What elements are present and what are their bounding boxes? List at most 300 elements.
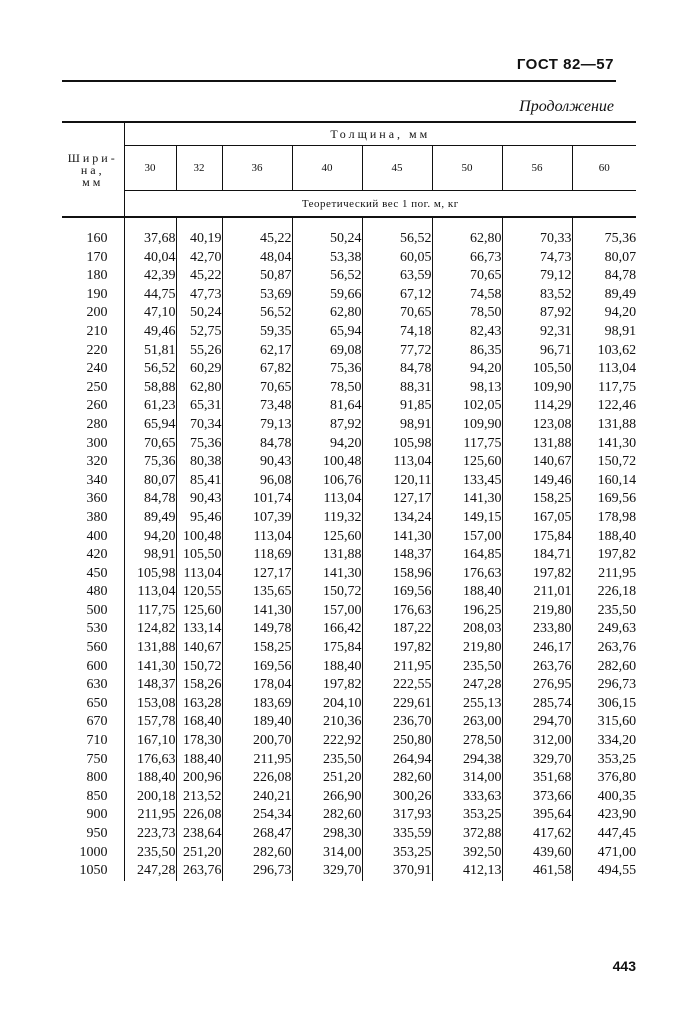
weight-cell: 75,36 (176, 435, 222, 454)
weight-cell: 175,84 (292, 639, 362, 658)
weight-cell: 105,98 (124, 565, 176, 584)
weight-cell: 62,80 (292, 304, 362, 323)
weight-cell: 70,65 (432, 267, 502, 286)
weight-cell: 395,64 (502, 806, 572, 825)
weight-cell: 83,52 (502, 286, 572, 305)
width-cell: 450 (86, 565, 108, 581)
weight-cell: 80,07 (124, 472, 176, 491)
table-row (62, 844, 636, 863)
weight-cell: 127,17 (222, 565, 292, 584)
weight-cell: 263,76 (502, 658, 572, 677)
weight-cell: 157,78 (124, 713, 176, 732)
weight-cell: 175,84 (502, 528, 572, 547)
weight-cell: 197,82 (292, 676, 362, 695)
weight-cell: 69,08 (292, 342, 362, 361)
weight-cell: 282,60 (292, 806, 362, 825)
table-row (62, 323, 636, 342)
weight-cell: 48,04 (222, 249, 292, 268)
weight-cell: 47,73 (176, 286, 222, 305)
weight-cell: 42,70 (176, 249, 222, 268)
weight-cell: 40,19 (176, 217, 222, 249)
weight-cell: 107,39 (222, 509, 292, 528)
continuation-label: Продолжение (519, 98, 614, 115)
weight-cell: 333,63 (432, 788, 502, 807)
weight-cell: 222,55 (362, 676, 432, 695)
weight-cell: 84,78 (572, 267, 636, 286)
weight-cell: 233,80 (502, 620, 572, 639)
width-cell: 420 (86, 547, 108, 563)
weight-cell: 200,18 (124, 788, 176, 807)
weight-cell: 148,37 (362, 546, 432, 565)
weight-cell: 178,30 (176, 732, 222, 751)
weight-cell: 188,40 (176, 751, 222, 770)
weight-cell: 90,43 (222, 453, 292, 472)
weight-cell: 211,01 (502, 583, 572, 602)
weight-cell: 131,88 (124, 639, 176, 658)
weight-cell: 417,62 (502, 825, 572, 844)
weight-cell: 44,75 (124, 286, 176, 305)
weight-cell: 157,00 (432, 528, 502, 547)
weight-cell: 149,46 (502, 472, 572, 491)
weight-cell: 63,59 (362, 267, 432, 286)
weight-cell: 168,40 (176, 713, 222, 732)
weight-cell: 98,91 (124, 546, 176, 565)
weight-cell: 82,43 (432, 323, 502, 342)
width-cell: 250 (86, 379, 108, 395)
weight-cell: 123,08 (502, 416, 572, 435)
weight-cell: 282,60 (222, 844, 292, 863)
weight-cell: 278,50 (432, 732, 502, 751)
weight-cell: 282,60 (572, 658, 636, 677)
weight-cell: 131,88 (292, 546, 362, 565)
weight-cell: 183,69 (222, 695, 292, 714)
weight-cell: 127,17 (362, 490, 432, 509)
weight-cell: 75,36 (572, 217, 636, 249)
weight-cell: 77,72 (362, 342, 432, 361)
width-cell: 210 (86, 323, 108, 339)
weight-cell: 400,35 (572, 788, 636, 807)
weight-cell: 84,78 (362, 360, 432, 379)
width-header: Шири- на, мм (67, 150, 118, 189)
weight-cell: 90,43 (176, 490, 222, 509)
weight-cell: 53,38 (292, 249, 362, 268)
weight-cell: 118,69 (222, 546, 292, 565)
width-cell: 240 (86, 361, 108, 377)
weight-cell: 117,75 (432, 435, 502, 454)
width-cell: 190 (86, 286, 108, 302)
weight-cell: 56,52 (362, 217, 432, 249)
weight-cell: 74,58 (432, 286, 502, 305)
weight-cell: 312,00 (502, 732, 572, 751)
weight-cell: 141,30 (222, 602, 292, 621)
width-cell: 950 (86, 826, 108, 841)
weight-cell: 250,80 (362, 732, 432, 751)
weight-cell: 70,65 (222, 379, 292, 398)
weight-cell: 447,45 (572, 825, 636, 844)
weight-cell: 141,30 (432, 490, 502, 509)
weight-cell: 94,20 (572, 304, 636, 323)
weight-cell: 105,50 (502, 360, 572, 379)
table-row (62, 528, 636, 547)
weight-cell: 163,28 (176, 695, 222, 714)
document-code: ГОСТ 82—57 (516, 56, 614, 73)
weight-cell: 87,92 (502, 304, 572, 323)
weight-cell: 117,75 (572, 379, 636, 398)
weight-cell: 263,00 (432, 713, 502, 732)
weight-cell: 51,81 (124, 342, 176, 361)
weight-cell: 80,07 (572, 249, 636, 268)
width-cell: 480 (86, 584, 108, 600)
weight-cell: 188,40 (124, 769, 176, 788)
table-row (62, 304, 636, 323)
weight-cell: 298,30 (292, 825, 362, 844)
weight-cell: 56,52 (222, 304, 292, 323)
weight-cell: 294,70 (502, 713, 572, 732)
weight-cell: 131,88 (502, 435, 572, 454)
width-cell: 650 (86, 695, 108, 711)
table-row (62, 490, 636, 509)
weight-cell: 229,61 (362, 695, 432, 714)
weight-cell: 40,04 (124, 249, 176, 268)
weight-cell: 461,58 (502, 862, 572, 881)
weight-cell: 141,30 (292, 565, 362, 584)
weight-cell: 254,34 (222, 806, 292, 825)
weight-cell: 58,88 (124, 379, 176, 398)
weight-cell: 45,22 (222, 217, 292, 249)
weight-cell: 70,65 (362, 304, 432, 323)
weight-cell: 102,05 (432, 397, 502, 416)
table-row (62, 249, 636, 268)
weight-cell: 353,25 (432, 806, 502, 825)
weight-cell: 188,40 (292, 658, 362, 677)
table-row (62, 695, 636, 714)
weight-cell: 211,95 (124, 806, 176, 825)
weight-cell: 125,60 (432, 453, 502, 472)
weight-cell: 117,75 (124, 602, 176, 621)
weight-cell: 62,80 (176, 379, 222, 398)
weight-cell: 149,78 (222, 620, 292, 639)
weight-cell: 150,72 (572, 453, 636, 472)
weight-cell: 74,73 (502, 249, 572, 268)
weight-cell: 60,05 (362, 249, 432, 268)
weight-cell: 67,82 (222, 360, 292, 379)
weight-cell: 204,10 (292, 695, 362, 714)
weight-cell: 351,68 (502, 769, 572, 788)
weight-cell: 84,78 (124, 490, 176, 509)
table-row (62, 769, 636, 788)
weight-cell: 329,70 (292, 862, 362, 881)
weight-cell: 189,40 (222, 713, 292, 732)
weight-cell: 60,29 (176, 360, 222, 379)
weight-cell: 91,85 (362, 397, 432, 416)
weight-cell: 372,88 (432, 825, 502, 844)
weight-cell: 98,13 (432, 379, 502, 398)
width-cell: 220 (86, 342, 108, 358)
weight-cell: 94,20 (292, 435, 362, 454)
weight-cell: 176,63 (432, 565, 502, 584)
weight-cell: 87,92 (292, 416, 362, 435)
weight-cell: 197,82 (572, 546, 636, 565)
weight-cell: 197,82 (502, 565, 572, 584)
weight-cell: 65,94 (124, 416, 176, 435)
weight-cell: 67,12 (362, 286, 432, 305)
weight-cell: 134,24 (362, 509, 432, 528)
table-row (62, 825, 636, 844)
thickness-56: 56 (502, 146, 572, 191)
weight-cell: 56,52 (124, 360, 176, 379)
weight-cell: 306,15 (572, 695, 636, 714)
weight-cell: 247,28 (124, 862, 176, 881)
width-cell: 850 (86, 788, 108, 804)
width-cell: 600 (86, 658, 108, 674)
weight-cell: 176,63 (362, 602, 432, 621)
weight-header: Теоретический вес 1 пог. м, кг (124, 191, 636, 218)
table-row (62, 658, 636, 677)
weight-cell: 439,60 (502, 844, 572, 863)
weight-cell: 79,13 (222, 416, 292, 435)
table-row (62, 379, 636, 398)
weight-cell: 235,50 (292, 751, 362, 770)
weight-cell: 166,42 (292, 620, 362, 639)
weight-cell: 49,46 (124, 323, 176, 342)
weight-cell: 211,95 (222, 751, 292, 770)
weight-cell: 329,70 (502, 751, 572, 770)
table-row (62, 435, 636, 454)
weight-cell: 276,95 (502, 676, 572, 695)
width-cell: 170 (86, 249, 108, 265)
weight-cell: 494,55 (572, 862, 636, 881)
weight-cell: 188,40 (572, 528, 636, 547)
width-cell: 670 (86, 714, 108, 730)
table-header (62, 122, 636, 217)
weight-cell: 167,05 (502, 509, 572, 528)
weight-cell: 84,78 (222, 435, 292, 454)
weight-cell: 37,68 (124, 217, 176, 249)
weight-cell: 296,73 (572, 676, 636, 695)
weight-cell: 55,26 (176, 342, 222, 361)
weight-cell: 86,35 (432, 342, 502, 361)
weight-cell: 392,50 (432, 844, 502, 863)
weight-cell: 50,24 (176, 304, 222, 323)
width-cell: 300 (86, 435, 108, 451)
weight-cell: 131,88 (572, 416, 636, 435)
thickness-36: 36 (222, 146, 292, 191)
weight-cell: 98,91 (362, 416, 432, 435)
weight-cell: 317,93 (362, 806, 432, 825)
weight-cell: 222,92 (292, 732, 362, 751)
weight-cell: 226,18 (572, 583, 636, 602)
table-row (62, 472, 636, 491)
weight-cell: 113,04 (292, 490, 362, 509)
table-row (62, 639, 636, 658)
weight-cell: 106,76 (292, 472, 362, 491)
weight-cell: 263,76 (572, 639, 636, 658)
weight-cell: 246,17 (502, 639, 572, 658)
width-cell: 630 (86, 677, 108, 693)
weight-cell: 226,08 (222, 769, 292, 788)
weight-cell: 50,24 (292, 217, 362, 249)
weight-cell: 78,50 (292, 379, 362, 398)
table-row (62, 509, 636, 528)
weight-cell: 98,91 (572, 323, 636, 342)
table-row (62, 788, 636, 807)
weight-cell: 65,31 (176, 397, 222, 416)
weight-cell: 120,55 (176, 583, 222, 602)
thickness-60: 60 (572, 146, 636, 191)
weight-cell: 42,39 (124, 267, 176, 286)
weight-cell: 249,63 (572, 620, 636, 639)
width-cell: 320 (86, 454, 108, 470)
weight-cell: 119,32 (292, 509, 362, 528)
weight-cell: 105,50 (176, 546, 222, 565)
width-cell: 560 (86, 640, 108, 656)
table-row (62, 565, 636, 584)
width-cell: 530 (86, 621, 108, 637)
weight-cell: 140,67 (176, 639, 222, 658)
weight-cell: 211,95 (362, 658, 432, 677)
weight-cell: 113,04 (362, 453, 432, 472)
width-cell: 200 (86, 305, 108, 321)
width-cell: 500 (86, 602, 108, 618)
weight-cell: 56,52 (292, 267, 362, 286)
weight-cell: 95,46 (176, 509, 222, 528)
weight-cell: 45,22 (176, 267, 222, 286)
table-row (62, 416, 636, 435)
weight-cell: 96,08 (222, 472, 292, 491)
weight-cell: 238,64 (176, 825, 222, 844)
weight-cell: 314,00 (432, 769, 502, 788)
weight-cell: 148,37 (124, 676, 176, 695)
weight-cell: 114,29 (502, 397, 572, 416)
weight-cell: 62,80 (432, 217, 502, 249)
weight-cell: 59,35 (222, 323, 292, 342)
weight-cell: 210,36 (292, 713, 362, 732)
table-row (62, 732, 636, 751)
thickness-32: 32 (176, 146, 222, 191)
weight-cell: 376,80 (572, 769, 636, 788)
weight-cell: 235,50 (124, 844, 176, 863)
weight-cell: 62,17 (222, 342, 292, 361)
width-cell: 1000 (79, 844, 108, 860)
table-row (62, 620, 636, 639)
weight-cell: 213,52 (176, 788, 222, 807)
weight-cell: 141,30 (362, 528, 432, 547)
weight-cell: 158,25 (222, 639, 292, 658)
weight-cell: 263,76 (176, 862, 222, 881)
weight-cell: 100,48 (292, 453, 362, 472)
weight-cell: 47,10 (124, 304, 176, 323)
table-row (62, 713, 636, 732)
weight-cell: 235,50 (432, 658, 502, 677)
weight-cell: 50,87 (222, 267, 292, 286)
width-cell: 160 (86, 231, 108, 246)
thickness-40: 40 (292, 146, 362, 191)
weight-cell: 52,75 (176, 323, 222, 342)
table-row (62, 862, 636, 881)
weight-cell: 89,49 (572, 286, 636, 305)
weight-cell: 75,36 (124, 453, 176, 472)
weight-cell: 101,74 (222, 490, 292, 509)
weight-cell: 334,20 (572, 732, 636, 751)
weight-cell: 314,00 (292, 844, 362, 863)
weight-cell: 135,65 (222, 583, 292, 602)
weight-cell: 153,08 (124, 695, 176, 714)
weight-table (62, 121, 636, 881)
width-cell: 360 (86, 491, 108, 507)
page-number: 443 (612, 958, 636, 974)
weight-cell: 75,36 (292, 360, 362, 379)
weight-cell: 66,73 (432, 249, 502, 268)
weight-cell: 226,08 (176, 806, 222, 825)
weight-cell: 264,94 (362, 751, 432, 770)
weight-cell: 370,91 (362, 862, 432, 881)
width-cell: 280 (86, 416, 108, 432)
weight-cell: 81,64 (292, 397, 362, 416)
weight-cell: 157,00 (292, 602, 362, 621)
weight-cell: 164,85 (432, 546, 502, 565)
weight-cell: 266,90 (292, 788, 362, 807)
weight-cell: 141,30 (572, 435, 636, 454)
width-cell: 900 (86, 807, 108, 823)
weight-cell: 196,25 (432, 602, 502, 621)
weight-cell: 300,26 (362, 788, 432, 807)
weight-cell: 296,73 (222, 862, 292, 881)
width-cell: 180 (86, 268, 108, 284)
table-row (62, 286, 636, 305)
weight-cell: 211,95 (572, 565, 636, 584)
weight-cell: 187,22 (362, 620, 432, 639)
width-cell: 800 (86, 770, 108, 786)
width-cell: 400 (86, 528, 108, 544)
weight-cell: 74,18 (362, 323, 432, 342)
weight-cell: 471,00 (572, 844, 636, 863)
weight-cell: 59,66 (292, 286, 362, 305)
thickness-values-row (62, 146, 636, 191)
weight-cell: 94,20 (124, 528, 176, 547)
table-row (62, 602, 636, 621)
width-cell: 380 (86, 509, 108, 525)
weight-cell: 85,41 (176, 472, 222, 491)
weight-cell: 169,56 (572, 490, 636, 509)
weight-cell: 78,50 (432, 304, 502, 323)
weight-cell: 125,60 (176, 602, 222, 621)
weight-cell: 412,13 (432, 862, 502, 881)
weight-cell: 188,40 (432, 583, 502, 602)
weight-cell: 149,15 (432, 509, 502, 528)
weight-cell: 80,38 (176, 453, 222, 472)
thickness-50: 50 (432, 146, 502, 191)
weight-cell: 141,30 (124, 658, 176, 677)
width-cell: 260 (86, 398, 108, 414)
weight-cell: 79,12 (502, 267, 572, 286)
table-row (62, 546, 636, 565)
weight-cell: 236,70 (362, 713, 432, 732)
weight-cell: 158,96 (362, 565, 432, 584)
weight-cell: 423,90 (572, 806, 636, 825)
thickness-header: Толщина, мм (124, 122, 636, 146)
weight-cell: 133,45 (432, 472, 502, 491)
weight-cell: 200,96 (176, 769, 222, 788)
width-cell: 340 (86, 472, 108, 488)
weight-cell: 251,20 (292, 769, 362, 788)
weight-cell: 169,56 (362, 583, 432, 602)
weight-cell: 219,80 (502, 602, 572, 621)
weight-cell: 92,31 (502, 323, 572, 342)
weight-cell: 113,04 (176, 565, 222, 584)
weight-cell: 197,82 (362, 639, 432, 658)
weight-cell: 133,14 (176, 620, 222, 639)
weight-cell: 167,10 (124, 732, 176, 751)
